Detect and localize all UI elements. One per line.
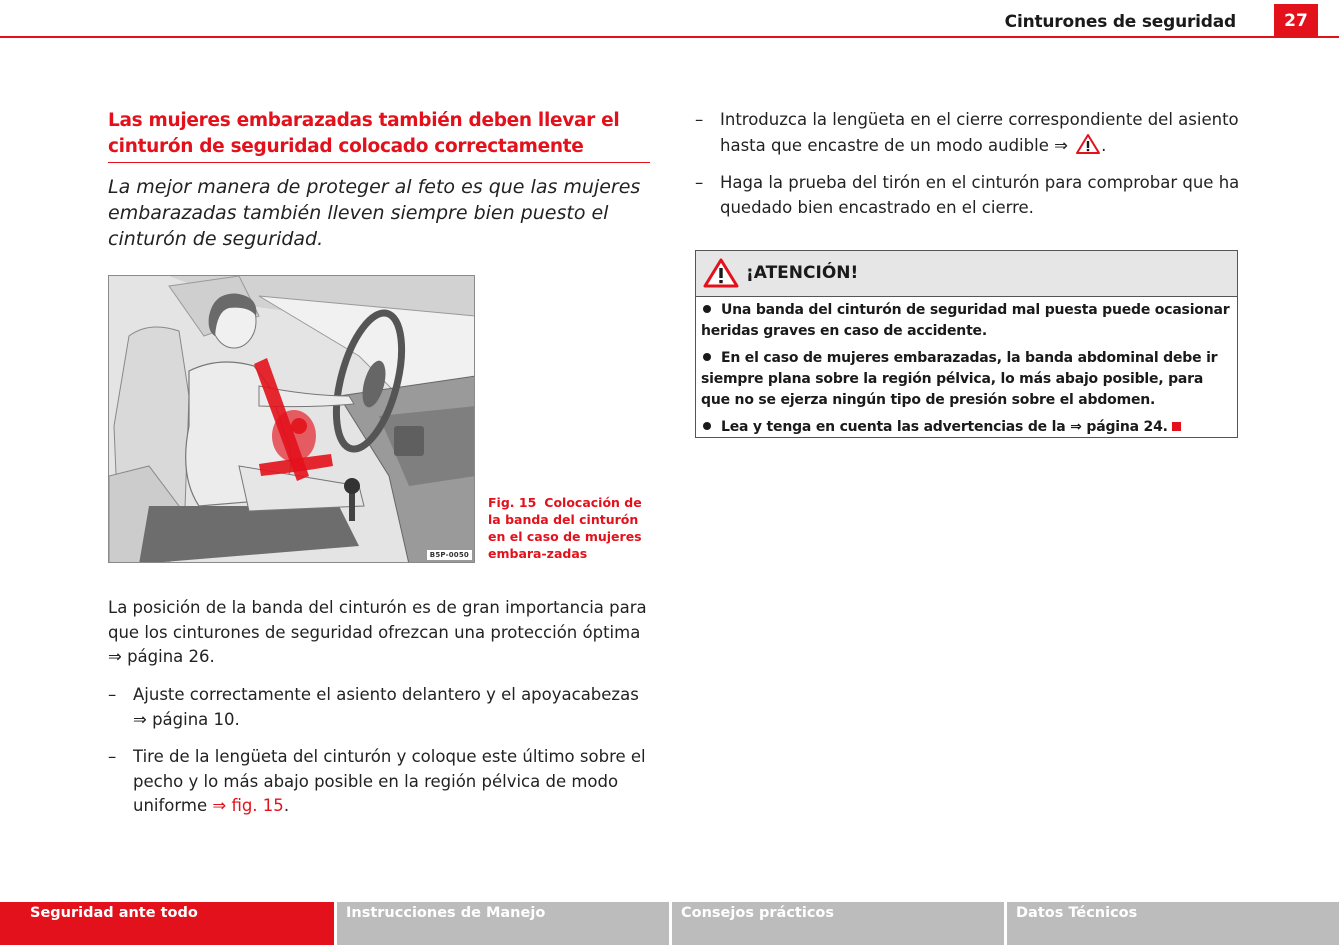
left-paragraph bbox=[108, 596, 653, 670]
figure-caption-text: Colocación de la banda del cinturón en el caso de mujeres embara-zadas bbox=[488, 495, 642, 561]
left-paragraph-text: La posición de la banda del cinturón es de gran importancia para que los cinturones de seguridad ofrezcan una protección óptima bbox=[108, 598, 647, 642]
intro-paragraph: La mejor manera de proteger al feto es que las mujeres embarazadas también lleven siempre bien puesto el cinturón de seguridad. bbox=[108, 176, 641, 250]
warning-item bbox=[701, 300, 1231, 342]
list-dash: – bbox=[695, 110, 704, 129]
footer-tab-consejos[interactable]: Consejos prácticos bbox=[672, 902, 1004, 945]
left-paragraph-ref[interactable]: ⇒ página 26. bbox=[108, 647, 215, 666]
figure-pregnant-seatbelt bbox=[108, 275, 475, 563]
warning-triangle-icon[interactable] bbox=[1075, 133, 1101, 155]
warning-box-body bbox=[696, 297, 1237, 438]
warning-item-text[interactable]: Lea y tenga en cuenta las advertencias de la ⇒ página 24. bbox=[721, 419, 1168, 435]
figure-code: B5P-0050 bbox=[427, 550, 472, 560]
footer-tab-instrucciones[interactable]: Instrucciones de Manejo bbox=[337, 902, 669, 945]
warning-triangle-icon bbox=[702, 257, 740, 289]
list-item bbox=[695, 108, 1240, 158]
list-dash: – bbox=[695, 173, 704, 192]
warning-box-header bbox=[696, 251, 1237, 297]
list-item-tail: . bbox=[1101, 135, 1107, 155]
figure-ref-link[interactable]: ⇒ fig. 15 bbox=[212, 796, 284, 815]
header-rule bbox=[0, 36, 1339, 38]
footer-tab-datos[interactable]: Datos Técnicos bbox=[1007, 902, 1339, 945]
list-item-tail: . bbox=[283, 796, 290, 815]
list-item-text: Haga la prueba del tirón en el cinturón para comprobar que ha quedado bien encastrado en el cierre. bbox=[720, 173, 1240, 217]
warning-box bbox=[695, 250, 1238, 438]
figure-caption bbox=[488, 494, 653, 562]
end-of-section-marker bbox=[1172, 422, 1181, 431]
page-ref-link[interactable]: ⇒ página 10. bbox=[133, 709, 240, 729]
warning-item bbox=[701, 348, 1231, 411]
running-header-title: Cinturones de seguridad bbox=[1004, 12, 1236, 32]
pregnant-driver-illustration bbox=[109, 276, 475, 563]
bullet-dot bbox=[703, 305, 711, 313]
figure-caption-number: Fig. 15 bbox=[488, 495, 537, 510]
list-item bbox=[108, 683, 653, 732]
list-item-text: Introduzca la lengüeta en el cierre correspondiente del asiento hasta que encastre de un modo audible ⇒ bbox=[720, 110, 1239, 155]
bullet-dot bbox=[703, 422, 711, 430]
list-dash: – bbox=[108, 747, 117, 766]
warning-item-text: En el caso de mujeres embarazadas, la banda abdominal debe ir siempre plana sobre la región pélvica, lo más abajo posible, para que no se ejerza ningún tipo de presión sobre el abdomen. bbox=[701, 350, 1218, 408]
warning-title: ¡ATENCIÓN! bbox=[746, 263, 859, 283]
section-title: Las mujeres embarazadas también deben llevar el cinturón de seguridad colocado correctamente bbox=[108, 108, 650, 163]
warning-item bbox=[701, 417, 1231, 438]
list-item bbox=[695, 171, 1240, 220]
list-item-text: Ajuste correctamente el asiento delantero y el apoyacabezas bbox=[133, 685, 639, 704]
list-item bbox=[108, 745, 653, 819]
list-item-text: Tire de la lengüeta del cinturón y coloque este último sobre el pecho y lo más abajo posible en la región pélvica de modo uniforme bbox=[133, 747, 646, 815]
warning-item-text: Una banda del cinturón de seguridad mal puesta puede ocasionar heridas graves en caso de accidente. bbox=[701, 302, 1230, 339]
page-number: 27 bbox=[1274, 4, 1318, 38]
bullet-dot bbox=[703, 353, 711, 361]
list-dash: – bbox=[108, 685, 117, 704]
footer-tab-seguridad[interactable]: Seguridad ante todo bbox=[0, 902, 334, 945]
